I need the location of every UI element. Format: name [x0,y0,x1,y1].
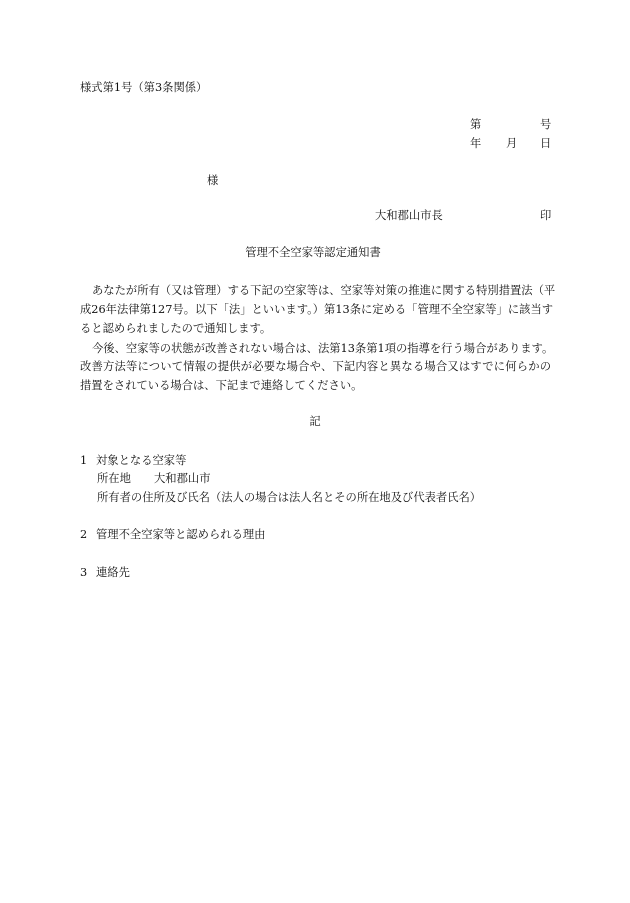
item-heading: 対象となる空家等 [96,454,187,467]
date-year: 年 [470,137,482,150]
document-title: 管理不全空家等認定通知書 [245,246,381,259]
ki-heading: 記 [309,415,321,428]
paragraph1-line: ると認められましたので通知します。 [80,322,272,335]
form-label: 様式第1号（第3条関係） [80,81,208,94]
number-prefix: 第 [470,118,482,131]
item-heading: 連絡先 [96,566,130,579]
date-day: 日 [540,137,552,150]
paragraph2-line: 今後、空家等の状態が改善されない場合は、法第13条第1項の指導を行う場合があります。 [92,342,554,355]
addressee-honorific: 様 [207,174,219,187]
item-number: 2 [80,528,88,541]
paragraph1-line: 成26年法律第127号。以下「法」といいます。）第13条に定める「管理不全空家等」に該当す [80,303,554,316]
date-month: 月 [506,137,518,150]
paragraph2-line: 改善方法等について情報の提供が必要な場合や、下記内容と異なる場合又はすでに何らかの [80,360,551,373]
item-number: 3 [80,566,88,579]
location-value: 大和郡山市 [154,472,211,485]
number-suffix: 号 [540,118,552,131]
paragraph2-line: 措置をされている場合は、下記まで連絡してください。 [80,379,363,392]
paragraph1-line: あなたが所有（又は管理）する下記の空家等は、空家等対策の推進に関する特別措置法（平 [92,284,556,297]
item-number: 1 [80,454,88,467]
location-label: 所在地 [97,472,131,485]
owner-label: 所有者の住所及び氏名（法人の場合は法人名とその所在地及び代表者氏名） [97,491,482,504]
sender-name: 大和郡山市長 [375,209,443,222]
sender-seal: 印 [540,209,552,222]
item-heading: 管理不全空家等と認められる理由 [96,528,266,541]
